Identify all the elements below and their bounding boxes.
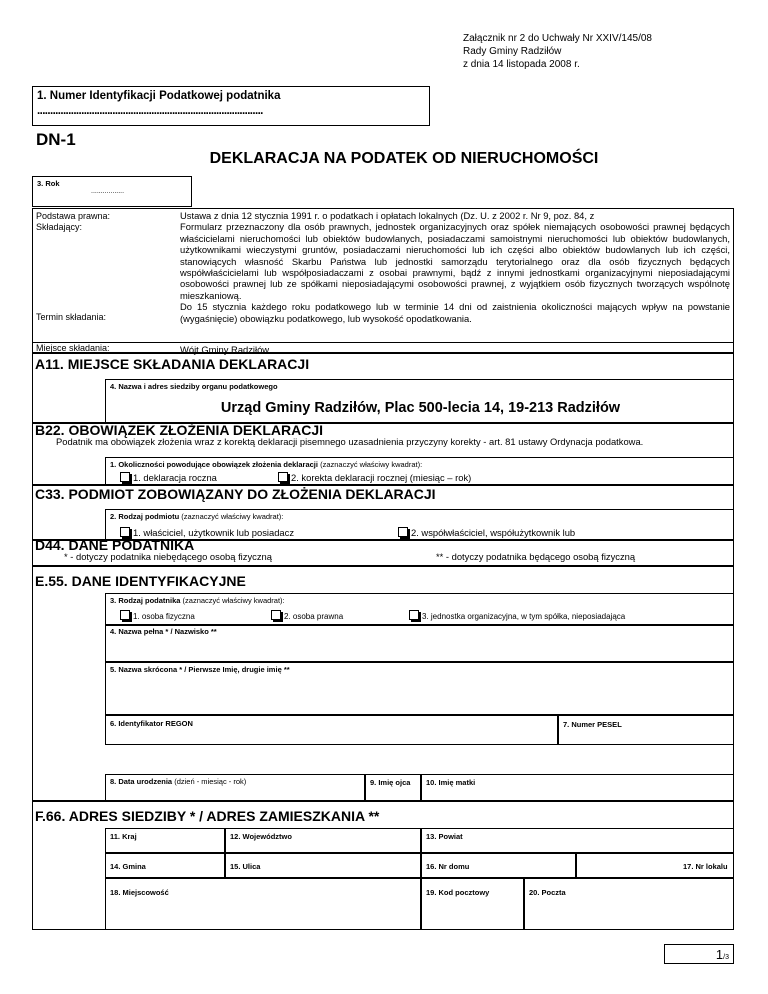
nip-dots: ....................................................................................... bbox=[37, 105, 263, 117]
option-owner-label: 1. właściciel, użytkownik lub posiadacz bbox=[133, 527, 295, 538]
mother-name-field[interactable] bbox=[421, 774, 734, 801]
taxpayer-type-hint: (zaznaczyć właściwy kwadrat): bbox=[182, 596, 285, 605]
tax-office-label: 4. Nazwa i adres siedziby organu podatkowego bbox=[110, 382, 278, 391]
form-code: DN-1 bbox=[36, 130, 76, 149]
short-name-field[interactable] bbox=[105, 662, 734, 715]
taxpayer-type-label: 3. Rodzaj podatnika bbox=[110, 596, 181, 605]
year-label: 3. Rok bbox=[37, 179, 60, 188]
place-label: Miejsce składania: bbox=[36, 343, 110, 353]
pesel-field[interactable] bbox=[558, 715, 734, 745]
tax-office-value: Urząd Gminy Radziłów, Plac 500-lecia 14, 19-213 Radziłów bbox=[220, 400, 621, 416]
section-d-title: D44. DANE PODATNIKA bbox=[35, 537, 195, 553]
subject-type-label: 2. Rodzaj podmiotu bbox=[110, 512, 180, 521]
short-name-label: 5. Nazwa skrócona * / Pierwsze Imię, drugie imię ** bbox=[110, 665, 290, 674]
commune-label: 14. Gmina bbox=[110, 862, 146, 871]
option-legal-person-label: 2. osoba prawna bbox=[284, 612, 344, 621]
checkbox-natural-person[interactable] bbox=[120, 610, 130, 620]
legal-basis-text: Ustawa z dnia 12 stycznia 1991 r. o podatkach i opłatach lokalnych (Dz. U. z 2002 r. Nr 9, poz. 84, z bbox=[180, 210, 595, 221]
postal-code-field[interactable] bbox=[421, 878, 524, 930]
option-legal-person[interactable] bbox=[271, 610, 343, 621]
checkbox-legal-person[interactable] bbox=[271, 610, 281, 620]
section-b-title: B22. OBOWIĄZEK ZŁOŻENIA DEKLARACJI bbox=[35, 422, 324, 438]
section-c-title: C33. PODMIOT ZOBOWIĄZANY DO ZŁOŻENIA DEKLARACJI bbox=[35, 486, 436, 502]
checkbox-correction[interactable] bbox=[278, 472, 288, 482]
county-label: 13. Powiat bbox=[426, 832, 463, 841]
post-office-label: 20. Poczta bbox=[529, 888, 566, 897]
regon-field[interactable] bbox=[105, 715, 558, 745]
country-label: 11. Kraj bbox=[110, 832, 137, 841]
birth-date-hint: (dzień - miesiąc - rok) bbox=[174, 777, 247, 786]
section-d-note-legal: * - dotyczy podatnika niebędącego osobą fizyczną bbox=[64, 551, 272, 562]
locality-label: 18. Miejscowość bbox=[110, 888, 169, 897]
attachment-header bbox=[463, 32, 652, 71]
attachment-line-1: Załącznik nr 2 do Uchwały Nr XXIV/145/08 bbox=[463, 33, 652, 44]
nip-label: 1. Numer Identyfikacji Podatkowej podatnika bbox=[37, 90, 281, 102]
obligation-label: 1. Okoliczności powodujące obowiązek złożenia deklaracji bbox=[110, 460, 318, 469]
page-title: DEKLARACJA NA PODATEK OD NIERUCHOMOŚCI bbox=[209, 150, 599, 167]
county-field[interactable] bbox=[421, 828, 734, 853]
street-field[interactable] bbox=[225, 853, 421, 878]
mother-name-label: 10. Imię matki bbox=[426, 778, 476, 787]
place-text: Wójt Gminy Radziłów. bbox=[180, 344, 272, 355]
info-texts bbox=[180, 210, 730, 324]
submitter-text: Formularz przeznaczony dla osób prawnych, jednostek organizacyjnych oraz spółek niemających osobowości prawnej będących właścicielami nieruchomości lub obiektów budowlanych, posiadaczami samoistnymi nieruchomości lub obiektów budowlanych, użytkownikami wieczystymi gruntów, posiadaczami nieruchomości lub ich części albo obiektów budowlanych lub ich części, stanowiących własność Skarbu Państwa lub jednostki samorządu terytorialnego oraz dla osób fizycznych będących współwłaścicielami lub współposiadaczami z osobai prawnymi, bądź z innymi jednostkami organizacyjnymi nieposiadającymi osobowości prawnej lub ze spółkami nieposiadającymi osobowości prawnej, z wyjątkiem osób fizycznych tworzących wspólnotę mieszkaniową. bbox=[180, 221, 730, 301]
postal-code-label: 19. Kod pocztowy bbox=[426, 888, 490, 897]
section-d-note-natural: ** - dotyczy podatnika będącego osobą fizyczną bbox=[436, 551, 636, 562]
taxpayer-type-field bbox=[105, 593, 734, 625]
birth-date-field[interactable] bbox=[105, 774, 365, 801]
option-correction-label: 2. korekta deklaracji rocznej (miesiąc – rok) bbox=[291, 472, 472, 483]
year-field[interactable] bbox=[32, 176, 192, 207]
option-natural-person[interactable] bbox=[120, 610, 195, 621]
attachment-line-3: z dnia 14 listopada 2008 r. bbox=[463, 59, 580, 70]
option-coowner-label: 2. współwłaściciel, współużytkownik lub bbox=[411, 527, 576, 538]
subject-type-field bbox=[105, 509, 734, 540]
section-e-title: E.55. DANE IDENTYFIKACYJNE bbox=[35, 573, 246, 589]
option-organizational-unit-label: 3. jednostka organizacyjna, w tym spółka, nieposiadająca bbox=[422, 612, 626, 621]
page-total: /3 bbox=[723, 954, 729, 961]
deadline-text: Do 15 stycznia każdego roku podatkowego lub w terminie 14 dni od zaistnienia okoliczności mających wpływ na powstanie (wygaśnięcie) obowiązku podatkowego, lub wysokość opodatkowania. bbox=[180, 301, 730, 324]
obligation-field bbox=[105, 457, 734, 485]
apartment-number-field[interactable] bbox=[576, 853, 734, 878]
voivodeship-label: 12. Województwo bbox=[230, 832, 292, 841]
father-name-label: 9. Imię ojca bbox=[370, 778, 411, 787]
section-b-note: Podatnik ma obowiązek złożenia wraz z korektą deklaracji pisemnego uzasadnienia przyczyny korekty - art. 81 ustawy Ordynacja podatkowa. bbox=[56, 436, 644, 447]
regon-label: 6. Identyfikator REGON bbox=[110, 719, 193, 728]
submitter-label: Składający: bbox=[36, 222, 83, 232]
post-office-field[interactable] bbox=[524, 878, 734, 930]
house-number-label: 16. Nr domu bbox=[426, 862, 470, 871]
option-annual[interactable] bbox=[120, 472, 217, 483]
full-name-label: 4. Nazwa pełna * / Nazwisko ** bbox=[110, 627, 217, 636]
checkbox-annual[interactable] bbox=[120, 472, 130, 482]
locality-field[interactable] bbox=[105, 878, 421, 930]
info-divider bbox=[32, 342, 734, 343]
obligation-hint: (zaznaczyć właściwy kwadrat): bbox=[320, 460, 423, 469]
option-annual-label: 1. deklaracja roczna bbox=[133, 472, 217, 483]
checkbox-owner[interactable] bbox=[120, 527, 130, 537]
full-name-field[interactable] bbox=[105, 625, 734, 662]
subject-type-hint: (zaznaczyć właściwy kwadrat): bbox=[181, 512, 284, 521]
nip-field[interactable] bbox=[32, 86, 430, 126]
option-correction[interactable] bbox=[278, 472, 471, 483]
house-number-field[interactable] bbox=[421, 853, 576, 878]
father-name-field[interactable] bbox=[365, 774, 421, 801]
option-natural-person-label: 1. osoba fizyczna bbox=[133, 612, 195, 621]
tax-office-field[interactable] bbox=[105, 379, 734, 423]
attachment-line-2: Rady Gminy Radziłów bbox=[463, 46, 562, 57]
voivodeship-field[interactable] bbox=[225, 828, 421, 853]
country-field[interactable] bbox=[105, 828, 225, 853]
checkbox-coowner[interactable] bbox=[398, 527, 408, 537]
pesel-label: 7. Numer PESEL bbox=[563, 720, 622, 729]
page-current: 1 bbox=[715, 947, 724, 962]
commune-field[interactable] bbox=[105, 853, 225, 878]
apartment-number-label: 17. Nr lokalu bbox=[683, 862, 728, 871]
section-f-title: F.66. ADRES SIEDZIBY * / ADRES ZAMIESZKANIA ** bbox=[35, 808, 380, 824]
option-organizational-unit[interactable] bbox=[409, 610, 625, 621]
deadline-label: Termin składania: bbox=[36, 312, 107, 322]
option-coowner[interactable] bbox=[398, 527, 575, 538]
birth-date-label: 8. Data urodzenia bbox=[110, 777, 173, 786]
checkbox-organizational-unit[interactable] bbox=[409, 610, 419, 620]
page-number bbox=[664, 944, 734, 964]
section-a-title: A11. MIEJSCE SKŁADANIA DEKLARACJI bbox=[35, 356, 310, 372]
street-label: 15. Ulica bbox=[230, 862, 261, 871]
legal-basis-label: Podstawa prawna: bbox=[36, 211, 111, 221]
year-dots: ................. bbox=[91, 188, 125, 195]
